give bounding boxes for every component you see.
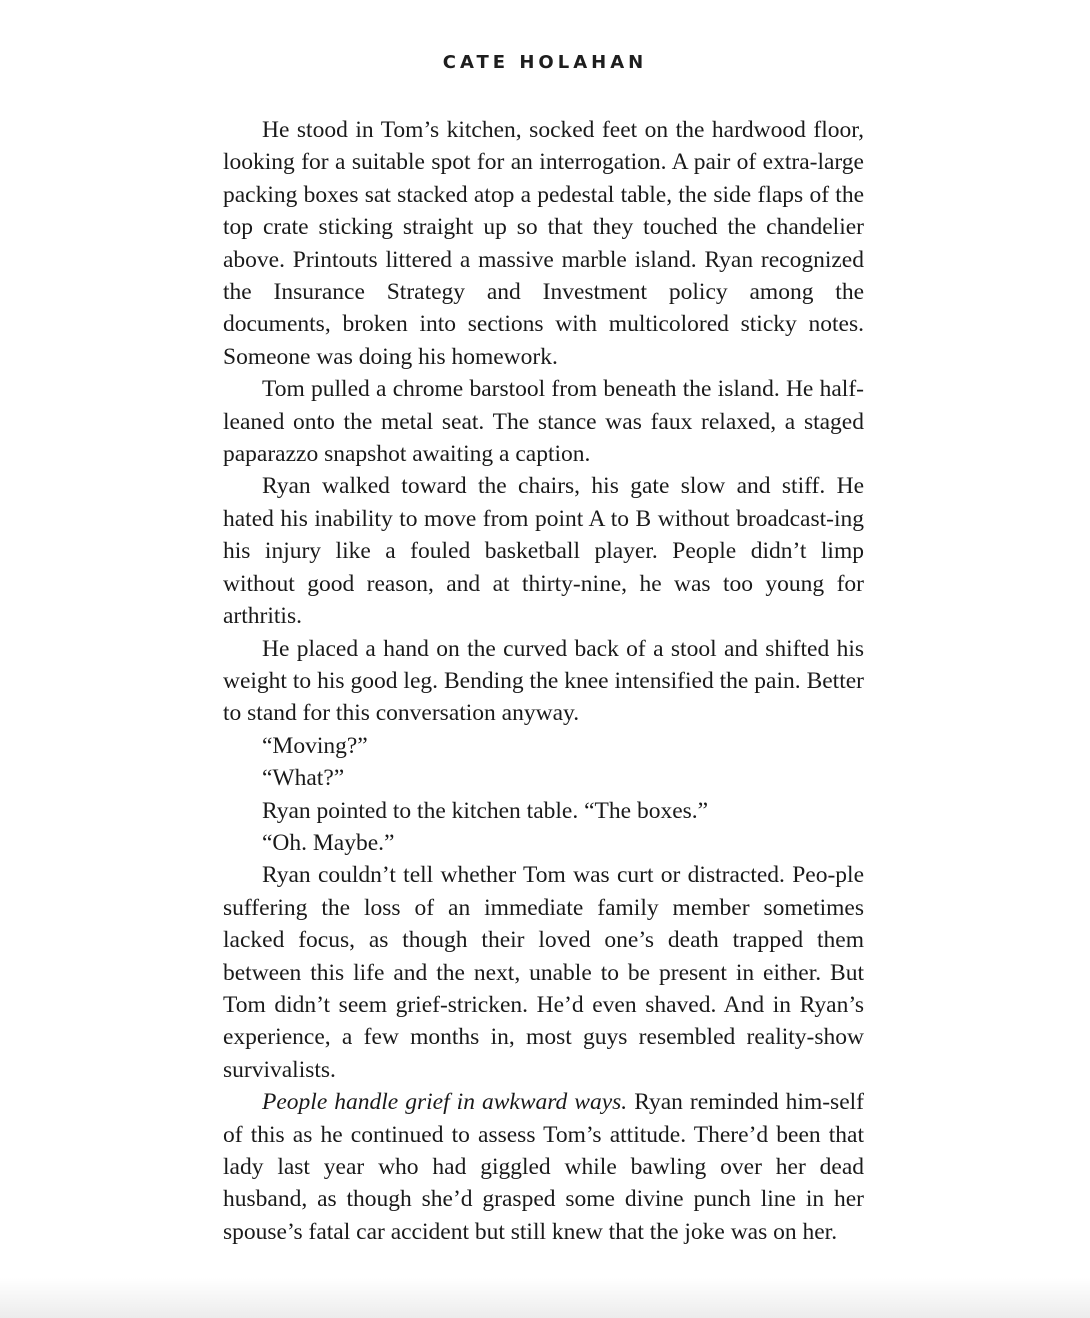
dialogue-line-moving: “Moving?” xyxy=(262,732,368,759)
paragraph-10-text: Ryan reminded him-self of this as he continued to assess Tom’s attitude. There’d been that lady last year who had giggled while bawling over her dead husband, as though she’d grasped some divine punch line in her spouse’s fatal car accident but still knew that the joke was on her. xyxy=(223,1089,864,1245)
body-text xyxy=(223,114,864,1248)
dialogue-line-boxes: Ryan pointed to the kitchen table. “The boxes.” xyxy=(262,797,709,824)
paragraph-2: Tom pulled a chrome barstool from beneath the island. He half-leaned onto the metal seat. The stance was faux relaxed, a staged paparazzo snapshot awaiting a caption. xyxy=(223,376,864,468)
page-bottom-shadow xyxy=(0,1278,1090,1318)
dialogue-line-what: “What?” xyxy=(262,765,345,792)
dialogue-line-maybe: “Oh. Maybe.” xyxy=(262,829,395,856)
paragraph-4: He placed a hand on the curved back of a stool and shifted his weight to his good leg. Bending the knee intensified the pain. Better to stand for this conversation anyway. xyxy=(223,635,864,727)
paragraph-9: Ryan couldn’t tell whether Tom was curt or distracted. Peo-ple suffering the loss of an immediate family member sometimes lacked focus, as though their loved one’s death trapped them between this life and the next, unable to be present in either. But Tom didn’t seem grief-stricken. He’d even shaved. And in Ryan’s experience, a few months in, most guys resembled reality-show survivalists. xyxy=(223,862,864,1083)
paragraph-3: Ryan walked toward the chairs, his gate slow and stiff. He hated his inability to move from point A to B without broadcast-ing his injury like a fouled basketball player. People didn’t limp without good reason, and at thirty-nine, he was too young for arthritis. xyxy=(223,473,864,630)
italic-thought: People handle grief in awkward ways. xyxy=(262,1089,628,1116)
paragraph-1: He stood in Tom’s kitchen, socked feet on the hardwood floor, looking for a suitable spot for an interrogation. A pair of extra-large packing boxes sat stacked atop a pedestal table, the side flaps of the top crate sticking straight up so that they touched the chandelier above. Printouts littered a massive marble island. Ryan recognized the Insurance Strategy and Investment policy among the documents, broken into sections with multicolored sticky notes. Someone was doing his homework. xyxy=(223,117,864,370)
paragraph-10 xyxy=(223,1086,864,1248)
running-head: CATE HOLAHAN xyxy=(442,52,648,73)
